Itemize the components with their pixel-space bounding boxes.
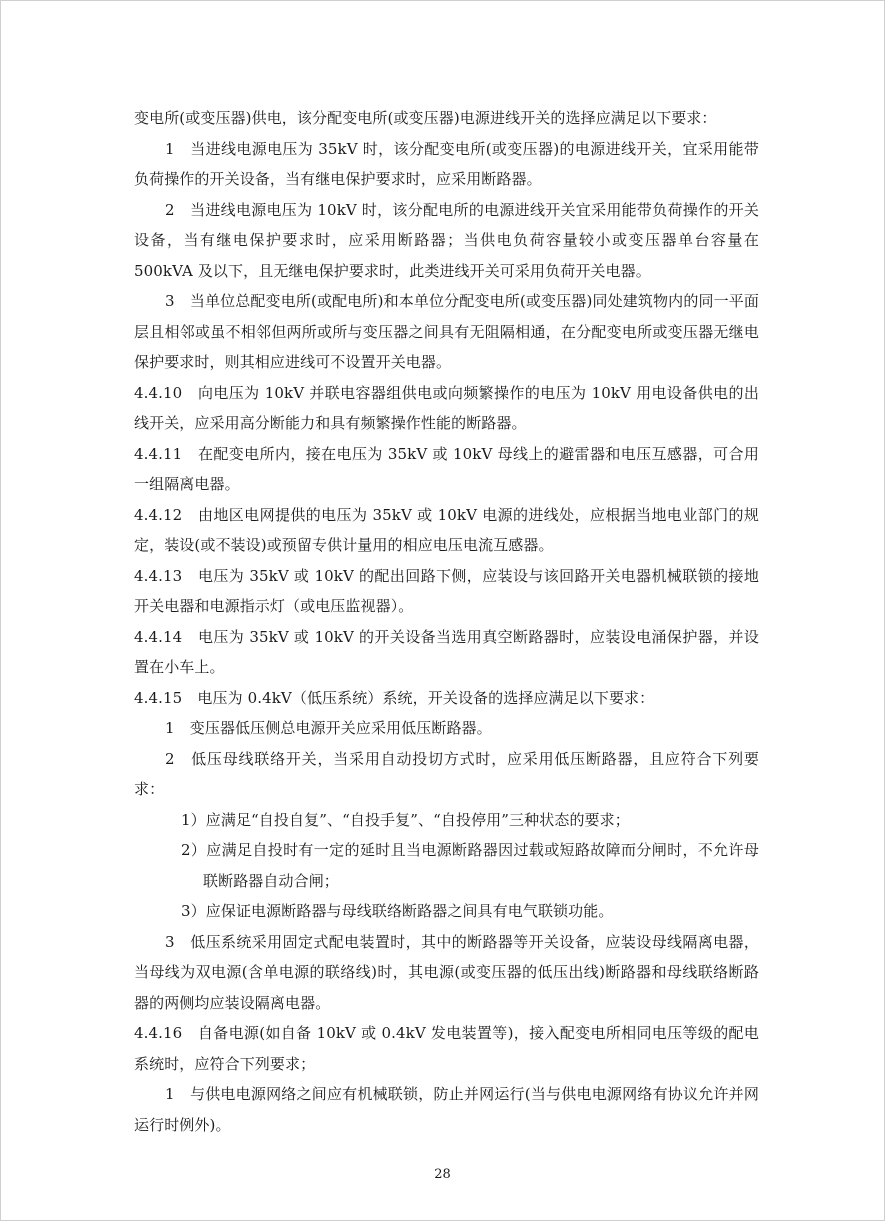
paragraph: 1 与供电电源网络之间应有机械联锁，防止并网运行(当与供电电源网络有协议允许并网运行时例外)。 — [134, 1085, 759, 1134]
clause-4-4-16: 4.4.16 自备电源(如自备 10kV 或 0.4kV 发电装置等)，接入配变电所相同电压等级的配电系统时，应符合下列要求； — [134, 1024, 759, 1073]
sub-item: 1）应满足“自投自复”、“自投手复”、“自投停用”三种状态的要求； — [181, 810, 630, 829]
body-text — [134, 103, 759, 1140]
paragraph: 1 当进线电源电压为 35kV 时，该分配变电所(或变压器)的电源进线开关，宜采用能带负荷操作的开关设备，当有继电保护要求时，应采用断路器。 — [134, 139, 759, 188]
clause-4-4-15: 4.4.15 电压为 0.4kV（低压系统）系统，开关设备的选择应满足以下要求： — [134, 688, 655, 707]
sub-item: 2）应满足自投时有一定的延时且当电源断路器因过载或短路故障而分闸时，不允许母联断路器自动合闸； — [181, 841, 759, 890]
clause-4-4-14: 4.4.14 电压为 35kV 或 10kV 的开关设备当选用真空断路器时，应装设电涌保护器，并设置在小车上。 — [134, 627, 759, 676]
paragraph: 3 当单位总配变电所(或配电所)和本单位分配变电所(或变压器)同处建筑物内的同一平面层且相邻或虽不相邻但两所或所与变压器之间具有无阻隔相通，在分配变电所或变压器无继电保护要求时，则其相应进线可不设置开关电器。 — [134, 292, 759, 371]
paragraph: 1 变压器低压侧总电源开关应采用低压断路器。 — [165, 719, 492, 737]
sub-item: 3）应保证电源断路器与母线联络断路器之间具有电气联锁功能。 — [181, 902, 614, 920]
clause-4-4-12: 4.4.12 由地区电网提供的电压为 35kV 或 10kV 电源的进线处，应根据当地电业部门的规定，装设(或不装设)或预留专供计量用的相应电压电流互感器。 — [134, 505, 759, 554]
paragraph: 2 当进线电源电压为 10kV 时，该分配电所的电源进线开关宜采用能带负荷操作的开关设备，当有继电保护要求时，应采用断路器；当供电负荷容量较小或变压器单台容量在 500kVA 及以下，且无继电保护要求时，此类进线开关可采用负荷开关电器。 — [134, 200, 759, 280]
clause-4-4-13: 4.4.13 电压为 35kV 或 10kV 的配出回路下侧，应装设与该回路开关电器机械联锁的接地开关电器和电源指示灯（或电压监视器）。 — [134, 566, 759, 615]
clause-4-4-10: 4.4.10 向电压为 10kV 并联电容器组供电或向频繁操作的电压为 10kV 用电设备供电的出线开关，应采用高分断能力和具有频繁操作性能的断路器。 — [134, 383, 759, 432]
paragraph: 3 低压系统采用固定式配电装置时，其中的断路器等开关设备，应装设母线隔离电器，当母线为双电源(含单电源的联络线)时，其电源(或变压器的低压出线)断路器和母线联络断路器的两侧均应装设隔离电器。 — [134, 932, 759, 1012]
paragraph: 变电所(或变压器)供电，该分配变电所(或变压器)电源进线开关的选择应满足以下要求： — [134, 109, 717, 127]
page-number: 28 — [434, 1167, 451, 1182]
paragraph: 2 低压母线联络开关，当采用自动投切方式时，应采用低压断路器，且应符合下列要求： — [134, 749, 759, 798]
clause-4-4-11: 4.4.11 在配变电所内，接在电压为 35kV 或 10kV 母线上的避雷器和电压互感器，可合用一组隔离电器。 — [134, 444, 759, 493]
